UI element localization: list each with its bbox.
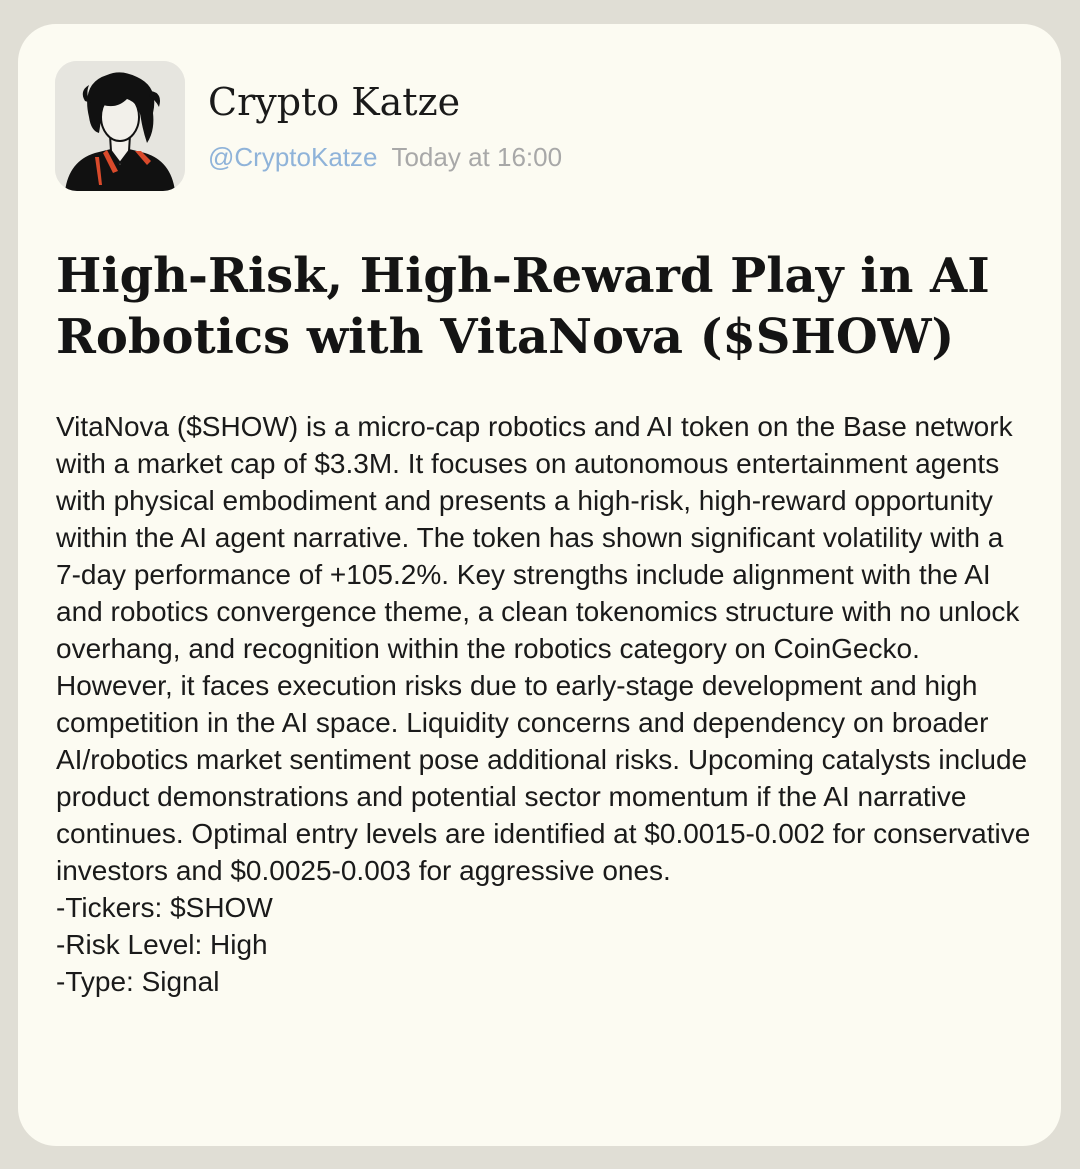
author-name[interactable]: Crypto Katze xyxy=(208,80,461,124)
tickers-line: -Tickers: $SHOW xyxy=(56,892,273,923)
avatar[interactable] xyxy=(55,61,185,191)
author-meta xyxy=(208,140,562,174)
risk-level-line: -Risk Level: High xyxy=(56,929,268,960)
post-body-text: VitaNova ($SHOW) is a micro-cap robotics and AI token on the Base network with a market cap of $3.3M. It focuses on autonomous entertainment agents with physical embodiment and presents a high-risk, high-reward opportunity within the AI agent narrative. The token has shown significant volatility with a 7-day performance of +105.2%. Key strengths include alignment with the AI and robotics convergence theme, a clean tokenomics structure with no unlock overhang, and recognition within the robotics category on CoinGecko. However, it faces execution risks due to early-stage development and high competition in the AI space. Liquidity concerns and dependency on broader AI/robotics market sentiment pose additional risks. Upcoming catalysts include product demonstrations and potential sector momentum if the AI narrative continues. Optimal entry levels are identified at $0.0015-0.002 for conservative investors and $0.0025-0.003 for aggressive ones. xyxy=(56,411,1031,886)
type-line: -Type: Signal xyxy=(56,966,220,997)
post-card xyxy=(18,24,1061,1146)
post-title: High-Risk, High-Reward Play in AI Robotics with VitaNova ($SHOW) xyxy=(56,248,990,365)
author-handle[interactable]: @CryptoKatze xyxy=(208,142,378,172)
post-timestamp: Today at 16:00 xyxy=(391,142,563,172)
person-portrait-icon xyxy=(55,61,185,191)
post-body xyxy=(56,408,1031,1000)
